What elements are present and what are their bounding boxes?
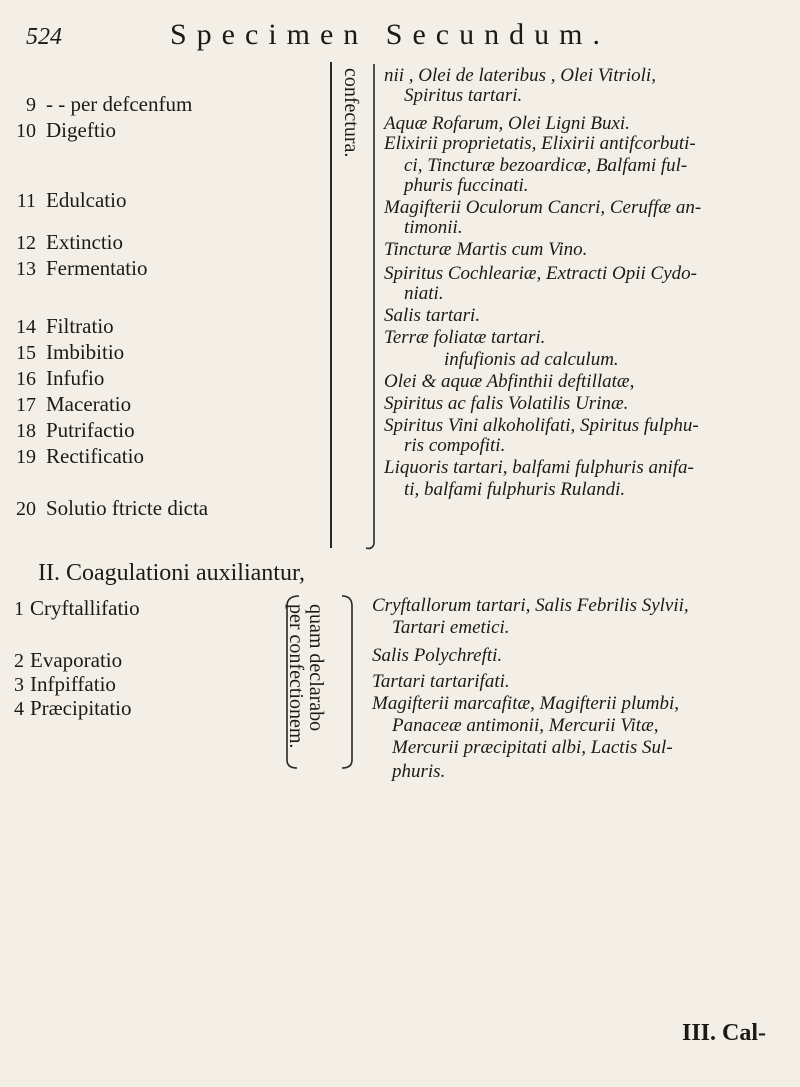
page-number: 524: [26, 24, 62, 50]
section1-item-label: Filtratio: [46, 314, 114, 338]
section1-entry-line: phuris fuccinati.: [404, 175, 529, 196]
section1-item-label: Extinctio: [46, 230, 123, 254]
section1-item-label: Putrifactio: [46, 418, 135, 442]
section2-entry-line: Magifterii marcafitæ, Magifterii plumbi,: [372, 693, 679, 714]
running-title: Specimen Secundum.: [170, 18, 610, 51]
section1-item-label: Digeftio: [46, 118, 116, 142]
section1-item-label: Infufio: [46, 366, 105, 390]
section1-item-label: Imbibitio: [46, 340, 125, 364]
section1-entry-line: Spiritus ac falis Volatilis Urinæ.: [384, 393, 629, 414]
section2-item-number: 4: [14, 698, 24, 720]
rotated-label-quam-declarabo: quam declarabo: [305, 604, 327, 732]
section1-item-number: 12: [16, 232, 36, 254]
section1-item-label: - - per defcenfum: [46, 92, 193, 116]
section1-entry-line: nii , Olei de lateribus , Olei Vitrioli,: [384, 65, 656, 86]
section2-heading: II. Coagulationi auxiliantur,: [38, 560, 305, 586]
section1-item-number: 9: [26, 94, 36, 116]
section1-entry-line: timonii.: [404, 217, 463, 238]
section1-item-number: 14: [16, 316, 36, 338]
section1-item-label: Solutio ftricte dicta: [46, 496, 209, 520]
rotated-label-per-confectionem: per confectionem.: [285, 604, 307, 749]
section2-item-number: 2: [14, 650, 24, 672]
section1-item-number: 11: [16, 190, 36, 212]
section1-item-number: 10: [16, 120, 36, 142]
section2-item-number: 1: [14, 598, 24, 620]
section2-entry-line: Salis Polychrefti.: [372, 645, 503, 666]
section1-entry-line: Liquoris tartari, balfami fulphuris anifa-: [384, 457, 694, 478]
section1-item-number: 20: [16, 498, 36, 520]
rotated-label-confectura: confectura.: [340, 68, 362, 158]
section1-item-label: Edulcatio: [46, 188, 127, 212]
section1-entry-line: ti, balfami fulphuris Rulandi.: [404, 479, 626, 500]
section1-entry-line: Aquæ Rofarum, Olei Ligni Buxi.: [384, 113, 630, 134]
section1-item-number: 13: [16, 258, 36, 280]
section1-item-number: 15: [16, 342, 36, 364]
section1-brace: [362, 60, 382, 550]
section2-entry-line: Tartari tartarifati.: [372, 671, 510, 692]
section2-item-label: Infpiffatio: [30, 672, 116, 696]
section1-item-label: Rectificatio: [46, 444, 144, 468]
section2-entry-line: phuris.: [392, 761, 446, 782]
section2-entry-line: Mercurii præcipitati albi, Lactis Sul-: [392, 737, 673, 758]
section1-entry-line: Salis tartari.: [384, 305, 481, 326]
section2-right-brace: [338, 592, 358, 772]
section1-entry-line: Terræ foliatæ tartari.: [384, 327, 546, 348]
left-vertical-rule: [330, 62, 332, 548]
section2-entry-line: Panaceæ antimonii, Mercurii Vitæ,: [392, 715, 659, 736]
section1-entry-line: ci, Tincturæ bezoardicæ, Balfami ful-: [404, 155, 688, 176]
section2-item-label: Præcipitatio: [30, 696, 132, 720]
section1-item-number: 16: [16, 368, 36, 390]
section1-entry-line: Elixirii proprietatis, Elixirii antifcorbuti-: [384, 133, 696, 154]
section1-entry-line: ris compofiti.: [404, 435, 506, 456]
section2-item-number: 3: [14, 674, 24, 696]
section1-item-number: 17: [16, 394, 36, 416]
section1-entry-line: niati.: [404, 283, 444, 304]
section2-entry-line: Cryftallorum tartari, Salis Febrilis Sylvii,: [372, 595, 689, 616]
section1-item-label: Maceratio: [46, 392, 132, 416]
section2-entry-line: Tartari emetici.: [392, 617, 510, 638]
section2-item-label: Cryftallifatio: [30, 596, 140, 620]
section1-entry-line: Spiritus Cochleariæ, Extracti Opii Cydo-: [384, 263, 697, 284]
section1-entry-line: Spiritus Vini alkoholifati, Spiritus fulphu-: [384, 415, 699, 436]
section2-item-label: Evaporatio: [30, 648, 123, 672]
section1-item-label: Fermentatio: [46, 256, 148, 280]
section1-entry-line: Olei & aquæ Abfinthii deftillatæ,: [384, 371, 635, 392]
section1-item-number: 19: [16, 446, 36, 468]
catchword: III. Cal-: [681, 1020, 766, 1046]
section1-entry-line: Magifterii Oculorum Cancri, Ceruffæ an-: [384, 197, 702, 218]
section1-entry-line: Spiritus tartari.: [404, 85, 523, 106]
section1-entry-line: Tincturæ Martis cum Vino.: [384, 239, 588, 260]
section1-item-number: 18: [16, 420, 36, 442]
section1-entry-line: infufionis ad calculum.: [444, 349, 619, 370]
